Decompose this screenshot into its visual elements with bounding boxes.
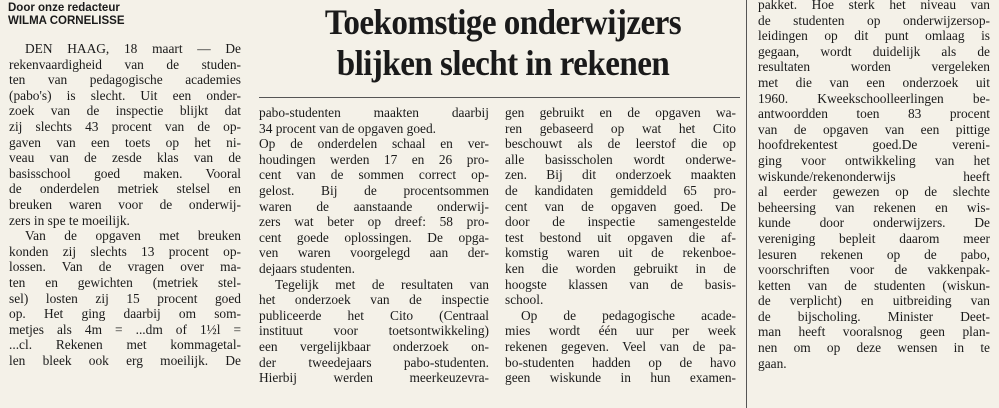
article-line: Tegelijk met de resultaten van — [275, 276, 489, 292]
article-line: de studenten op onderwijzersop- — [758, 12, 990, 28]
article-line: vereniging bepleit daarom meer — [758, 230, 990, 246]
article-line: van de opgaven van een pittige — [758, 121, 990, 137]
article-line: rekenvaardigheid van de studen- — [9, 56, 241, 72]
headline-line-2: blijken slecht in rekenen — [336, 43, 670, 83]
article-line: man heeft vooralsnog geen plan- — [758, 324, 990, 340]
article-column-4 — [758, 0, 990, 371]
article-line: voorschriften voor de vakkenpak- — [758, 262, 990, 278]
article-line: sel) losten zij 15 procent goed — [9, 290, 241, 306]
article-line: alle basisscholen wordt onderwe- — [505, 151, 736, 167]
article-line: komstig waren uit de rekenboe- — [505, 245, 736, 261]
article-line: nen om op deze wensen in te — [758, 340, 990, 356]
article-line: op. Het ging daarbij om som- — [9, 306, 241, 322]
article-line: instituut voor toetsontwikkeling) — [259, 323, 489, 339]
article-line: (pabo's) is slecht. Uit een onder- — [9, 87, 241, 103]
article-line: basisschool goed maken. Vooral — [9, 165, 241, 181]
article-line: hoogste klassen van de basis- — [505, 276, 736, 292]
article-line: de bijscholing. Minister Deet- — [758, 308, 990, 324]
article-line: veau van de zesde klas van de — [9, 150, 241, 166]
article-line: pabo-studenten maakten daarbij — [259, 105, 489, 120]
article-line: ten van pedagogische academies — [9, 72, 241, 88]
article-line: mies wordt één uur per week — [505, 323, 736, 339]
headline-line-1: Toekomstige onderwijzers — [324, 2, 682, 42]
byline — [8, 2, 248, 28]
byline-credit: Door onze redacteur — [8, 2, 120, 14]
article-line: waren de aanstaande onderwij- — [259, 198, 489, 214]
article-line: zers wat beter op dreef: 58 pro- — [259, 214, 489, 230]
article-line: ren gebaseerd op wat het Cito — [505, 120, 736, 136]
article-line: breuken waren voor de onderwij- — [9, 196, 241, 212]
article-line: door de inspectie samengestelde — [505, 214, 736, 230]
article-line: geen wiskunde in hun examen- — [505, 370, 736, 386]
article-line: len bleek ook erg moeilijk. De — [9, 352, 241, 368]
article-line: rekenen gegeven. Veel van de pa- — [505, 338, 736, 354]
column-rule-right — [746, 0, 747, 408]
article-line: beheersing van rekenen en wis- — [758, 199, 990, 215]
article-line: DEN HAAG, 18 maart — De — [25, 41, 241, 56]
article-line: test bestond uit opgaven die af- — [505, 229, 736, 245]
article-line: het onderzoek van de inspectie — [259, 292, 489, 308]
article-line: de verplicht) en uitbreiding van — [758, 293, 990, 309]
article-line: resultaten worden vergeleken — [758, 59, 990, 75]
article-column-1 — [9, 41, 241, 368]
article-line: gen gebruikt en de opgaven wa- — [505, 105, 736, 120]
article-line: leidingen op dit punt omlaag is — [758, 28, 990, 44]
article-line: Op de onderdelen schaal en ver- — [259, 136, 489, 152]
article-line: al eerder gewezen op de slechte — [758, 184, 990, 200]
article-line: ven waren voorgelegd aan der- — [259, 245, 489, 261]
article-line: school. — [505, 292, 544, 308]
article-line: publiceerde het Cito (Centraal — [259, 307, 489, 323]
headline-underline — [259, 97, 740, 98]
article-line: de kandidaten gemiddeld 65 pro- — [505, 182, 736, 198]
article-line: zoek van de inspectie blijkt dat — [9, 103, 241, 119]
article-line: cent van de sommen correct op- — [259, 167, 489, 183]
article-line: 1960. Kweekschoolleerlingen be- — [758, 90, 990, 106]
article-line: antwoordden toen 83 procent — [758, 106, 990, 122]
article-line: Hierbij werden meerkeuzevra- — [259, 370, 489, 386]
article-line: met die van een onderzoek uit — [758, 74, 990, 90]
article-line: hoofdrekentest goed.De vereni- — [758, 137, 990, 153]
article-line: lesuren rekenen op de pabo, — [758, 246, 990, 262]
article-line: Van de opgaven met breuken — [25, 228, 241, 244]
article-line: dejaars studenten. — [259, 260, 355, 276]
article-line: ten en gewichten (metriek stel- — [9, 274, 241, 290]
article-line: beschouwt als de leerstof die op — [505, 136, 736, 152]
article-line: cent goede oplossingen. De opga- — [259, 229, 489, 245]
article-line: gelost. Bij de procentsommen — [259, 182, 489, 198]
article-line: zij slechts 43 procent van de op- — [9, 118, 241, 134]
article-line: gaven van een toets op het ni- — [9, 134, 241, 150]
article-line: pakket. Hoe sterk het niveau van — [758, 0, 990, 12]
article-line: een vergelijkbaar onderzoek on- — [259, 338, 489, 354]
article-line: cent van de opgaven goed. De — [505, 198, 736, 214]
article-column-2 — [259, 105, 489, 386]
article-line: wiskunde/rekenonderwijs heeft — [758, 168, 990, 184]
headline — [281, 2, 724, 84]
byline-author: WILMA CORNELISSE — [8, 15, 125, 27]
article-line: ketten van de studenten (wiskun- — [758, 277, 990, 293]
article-column-3 — [505, 105, 736, 386]
article-line: ging voor ontwikkeling van het — [758, 152, 990, 168]
article-line: lossen. Van de vragen over ma- — [9, 259, 241, 275]
article-line: der tweedejaars pabo-studenten. — [259, 354, 489, 370]
article-line: 34 procent van de opgaven goed. — [259, 120, 436, 136]
article-line: gegaan, wordt duidelijk als de — [758, 43, 990, 59]
article-line: zen. Bij dit onderzoek maakten — [505, 167, 736, 183]
article-line: de onderdelen metriek stelsel en — [9, 181, 241, 197]
article-line: Op de pedagogische acade- — [521, 307, 736, 323]
article-line: konden zij slechts 13 procent op- — [9, 243, 241, 259]
article-line: gaan. — [758, 355, 787, 371]
article-line: bo-studenten hadden op de havo — [505, 354, 736, 370]
article-line: ...cl. Rekenen met kommagetal- — [9, 337, 241, 353]
article-line: houdingen werden 17 en 26 pro- — [259, 151, 489, 167]
article-line: kunde door onderwijzers. De — [758, 215, 990, 231]
article-line: zers in spe te moeilijk. — [9, 212, 130, 228]
article-line: ken die worden gebruikt in de — [505, 260, 736, 276]
article-line: metjes als 4m = ...dm of 1½l = — [9, 321, 241, 337]
